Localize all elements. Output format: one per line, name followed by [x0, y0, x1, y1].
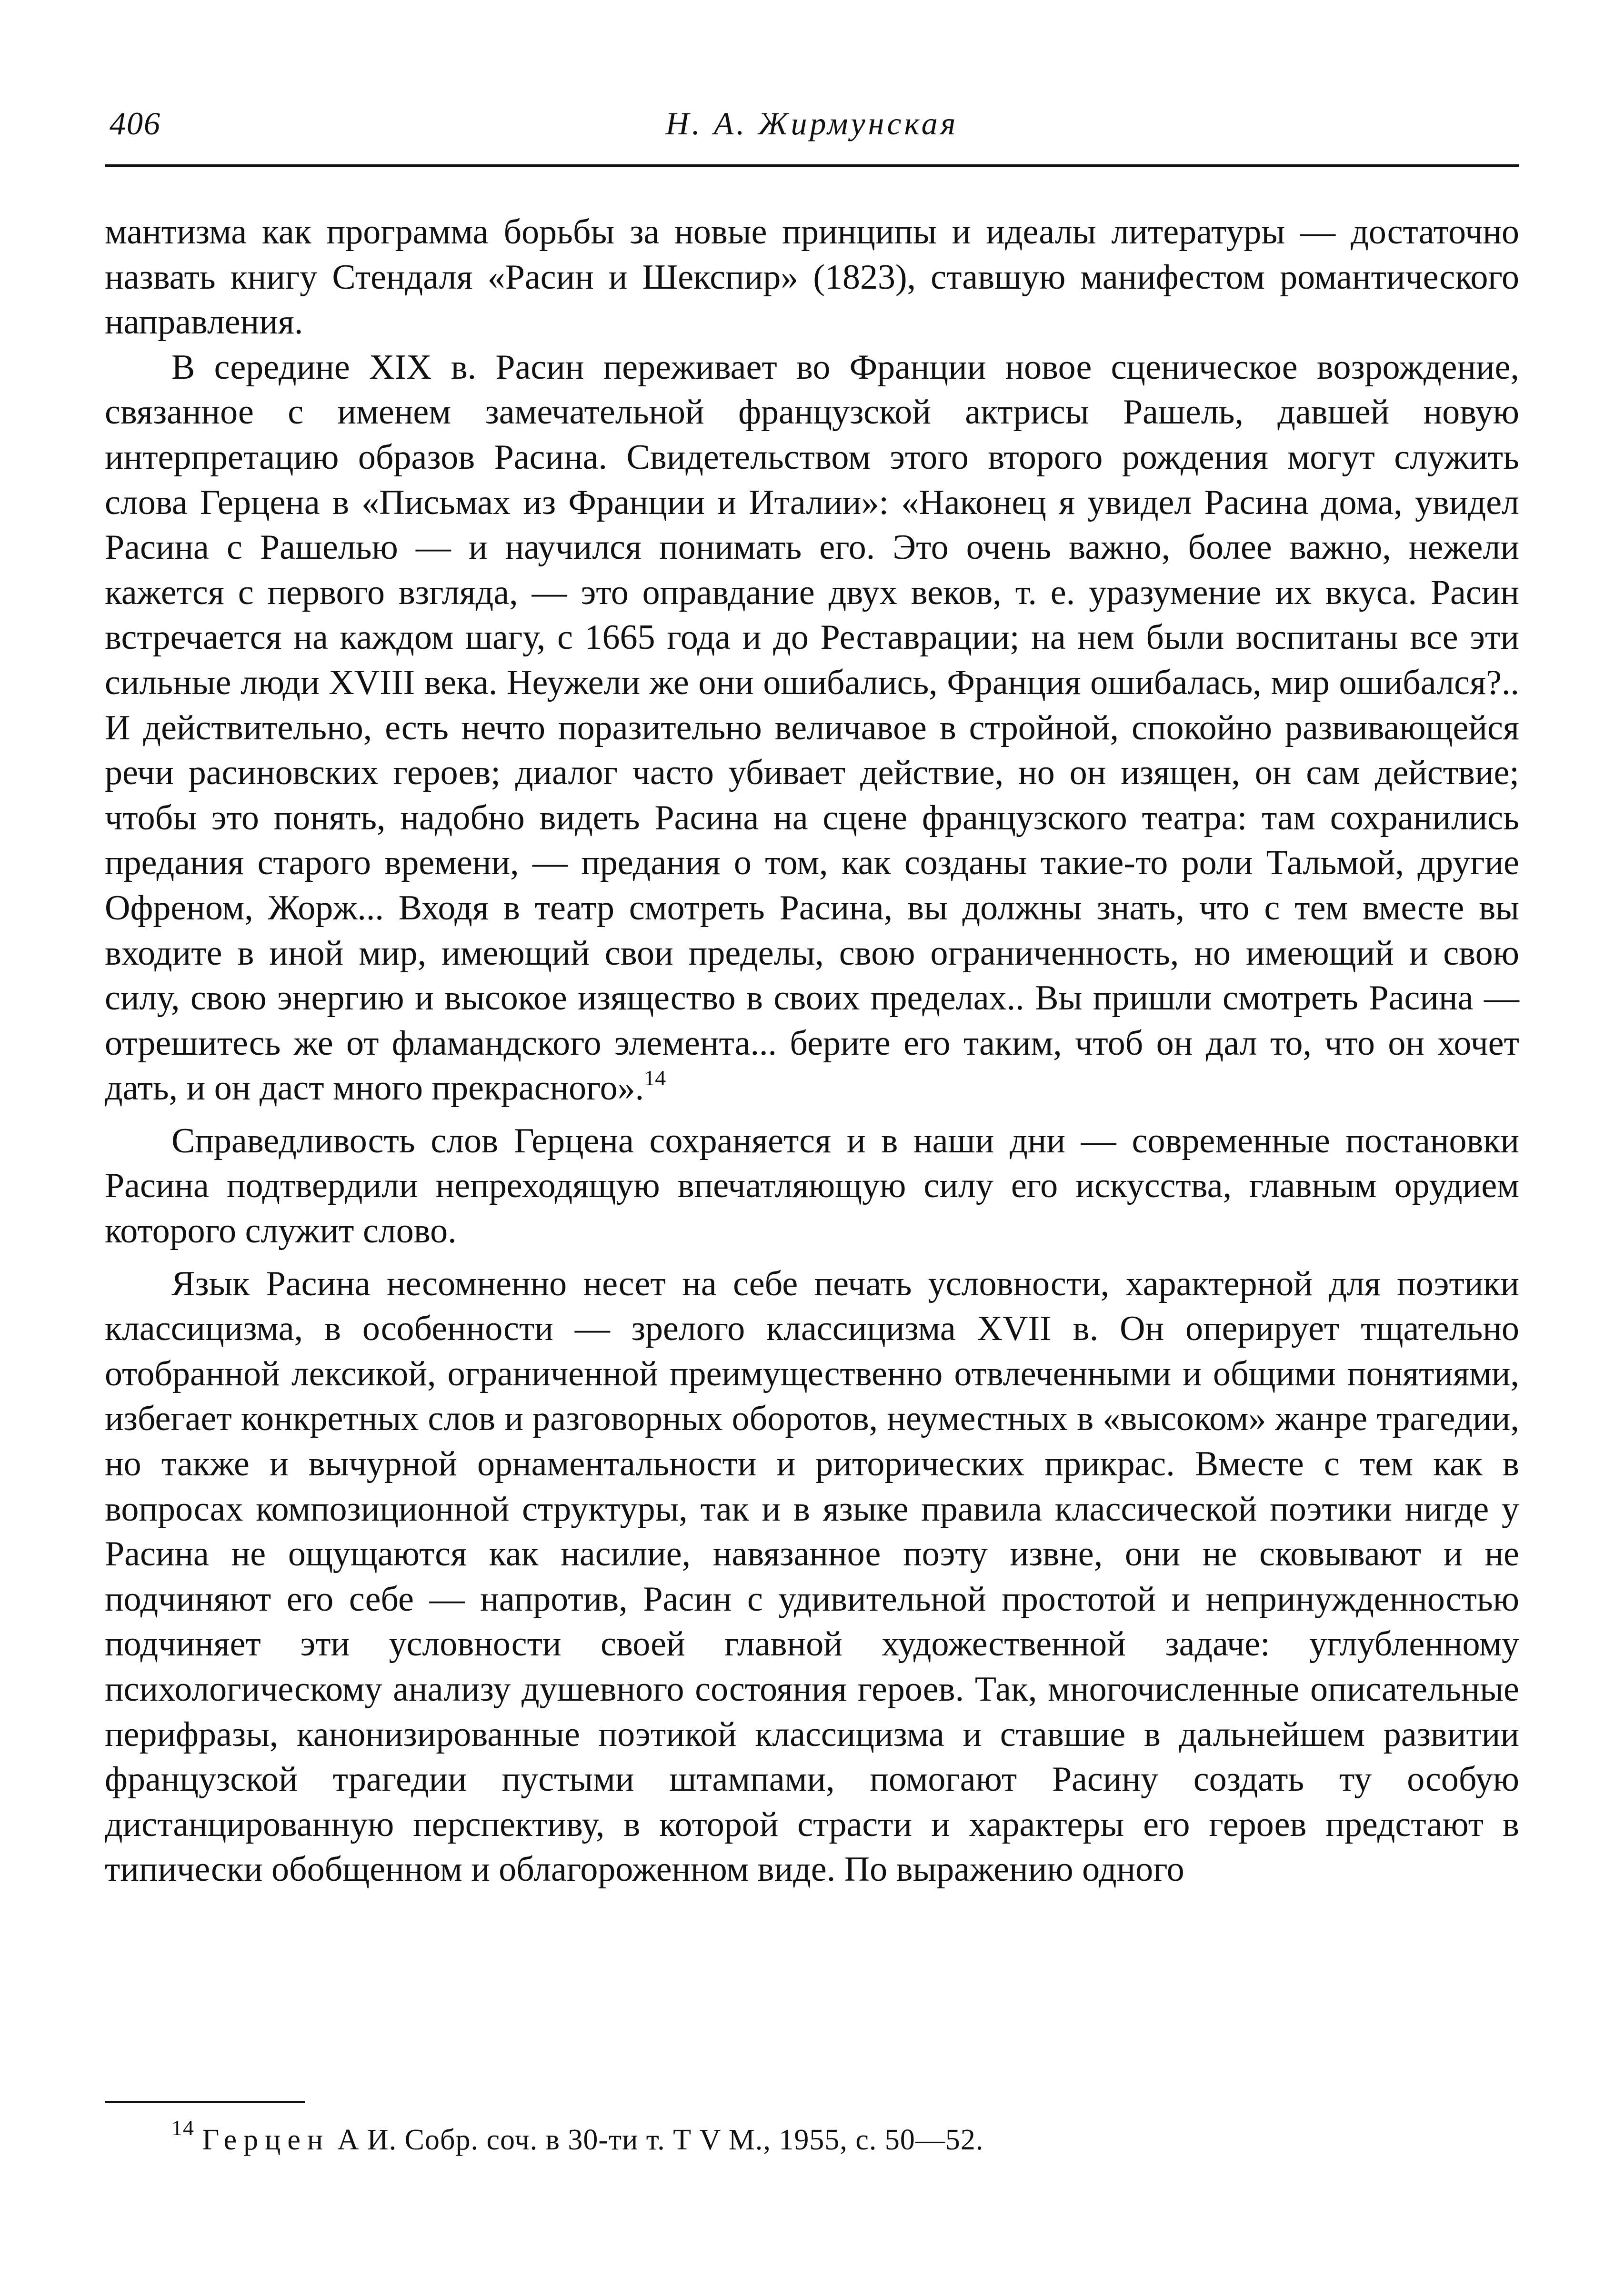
header-rule: [105, 164, 1519, 167]
footnote-reference: 14: [644, 1066, 666, 1090]
paragraph-3: Справедливость слов Герцена сохраняется и в наши дни — современные постановки Расина подтвердили непреходящую впечатляющую силу его искусства, главным орудием которого служит слово.: [105, 1121, 1519, 1251]
body-text: [105, 210, 1519, 1892]
footnote-rule: [105, 2101, 305, 2103]
running-head: [105, 105, 1519, 148]
running-head-author: Н. А. Жирмунская: [665, 105, 959, 141]
paragraph-2: [105, 345, 1519, 1111]
footnote-text: А И. Собр. соч. в 30-ти т. Т V М., 1955, с. 50—52.: [337, 2124, 984, 2156]
paragraph-4: Язык Расина несомненно несет на себе печать условности, характерной для поэтики классицизма, в особенности — зрелого классицизма XVII в. Он оперирует тщательно отобранной лексикой, ограниченной преимущественно отвлеченными и общими понятиями, избегает конкретных слов и разговорных оборотов, неуместных в «высоком» жанре трагедии, но также и вычурной орнаментальности и риторических прикрас. Вместе с тем как в вопросах композиционной структуры, так и в языке правила классической поэтики нигде у Расина не ощущаются как насилие, навязанное поэту извне, они не сковывают и не подчиняют его себе — напротив, Расин с удивительной простотой и непринужденностью подчиняет эти условности своей главной художественной задаче: углубленному психологическому анализу душевного состояния героев. Так, многочисленные описательные перифразы, канонизированные поэтикой классицизма и ставшие в дальнейшем развитии французской трагедии пустыми штампами, помогают Расину создать ту особую дистанцированную перспективу, в которой страсти и характеры его героев предстают в типически обобщенном и облагороженном виде. По выражению одного: [105, 1264, 1519, 1889]
paragraph-2-text: В середине XIX в. Расин переживает во Франции новое сценическое возрождение, связанное с именем замечательной французской актрисы Рашель, давшей новую интерпретацию образов Расина. Свидетельством этого второго рождения могут служить слова Герцена в «Письмах из Франции и Италии»: «Наконец я увидел Расина дома, увидел Расина с Рашелью — и научился понимать его. Это очень важно, более важно, нежели кажется с первого взгляда, — это оправдание двух веков, т. е. уразумение их вкуса. Расин встречается на каждом шагу, с 1665 года и до Реставрации; на нем были воспитаны все эти сильные люди XVIII века. Неужели же они ошибались, Франция ошибалась, мир ошибался?.. И действительно, есть нечто поразительно величавое в стройной, спокойно развивающейся речи расиновских героев; диалог часто убивает действие, но он изящен, он сам действие; чтобы это понять, надобно видеть Расина на сцене французского театра: там сохранились предания старого времени, — предания о том, как созданы такие-то роли Тальмой, другие Офреном, Жорж... Входя в театр смотреть Расина, вы должны знать, что с тем вместе вы входите в иной мир, имеющий свои пределы, свою ограниченность, но имеющий и свою силу, свою энергию и высокое изящество в своих пределах.. Вы пришли смотреть Расина — отрешитесь же от фламандского элемента... берите его таким, чтоб он дал то, что он хочет дать, и он даст много прекрасного».: [105, 347, 1519, 1108]
page-number: 406: [110, 105, 161, 141]
paragraph-1: мантизма как программа борьбы за новые принципы и идеалы литературы — достаточно назвать книгу Стендаля «Расин и Шекспир» (1823), ставшую манифестом романтического направления.: [105, 212, 1519, 342]
footnote-marker: 14: [171, 2116, 194, 2140]
footnote: [171, 2116, 1519, 2160]
footnote-author: Герцен: [202, 2124, 330, 2156]
